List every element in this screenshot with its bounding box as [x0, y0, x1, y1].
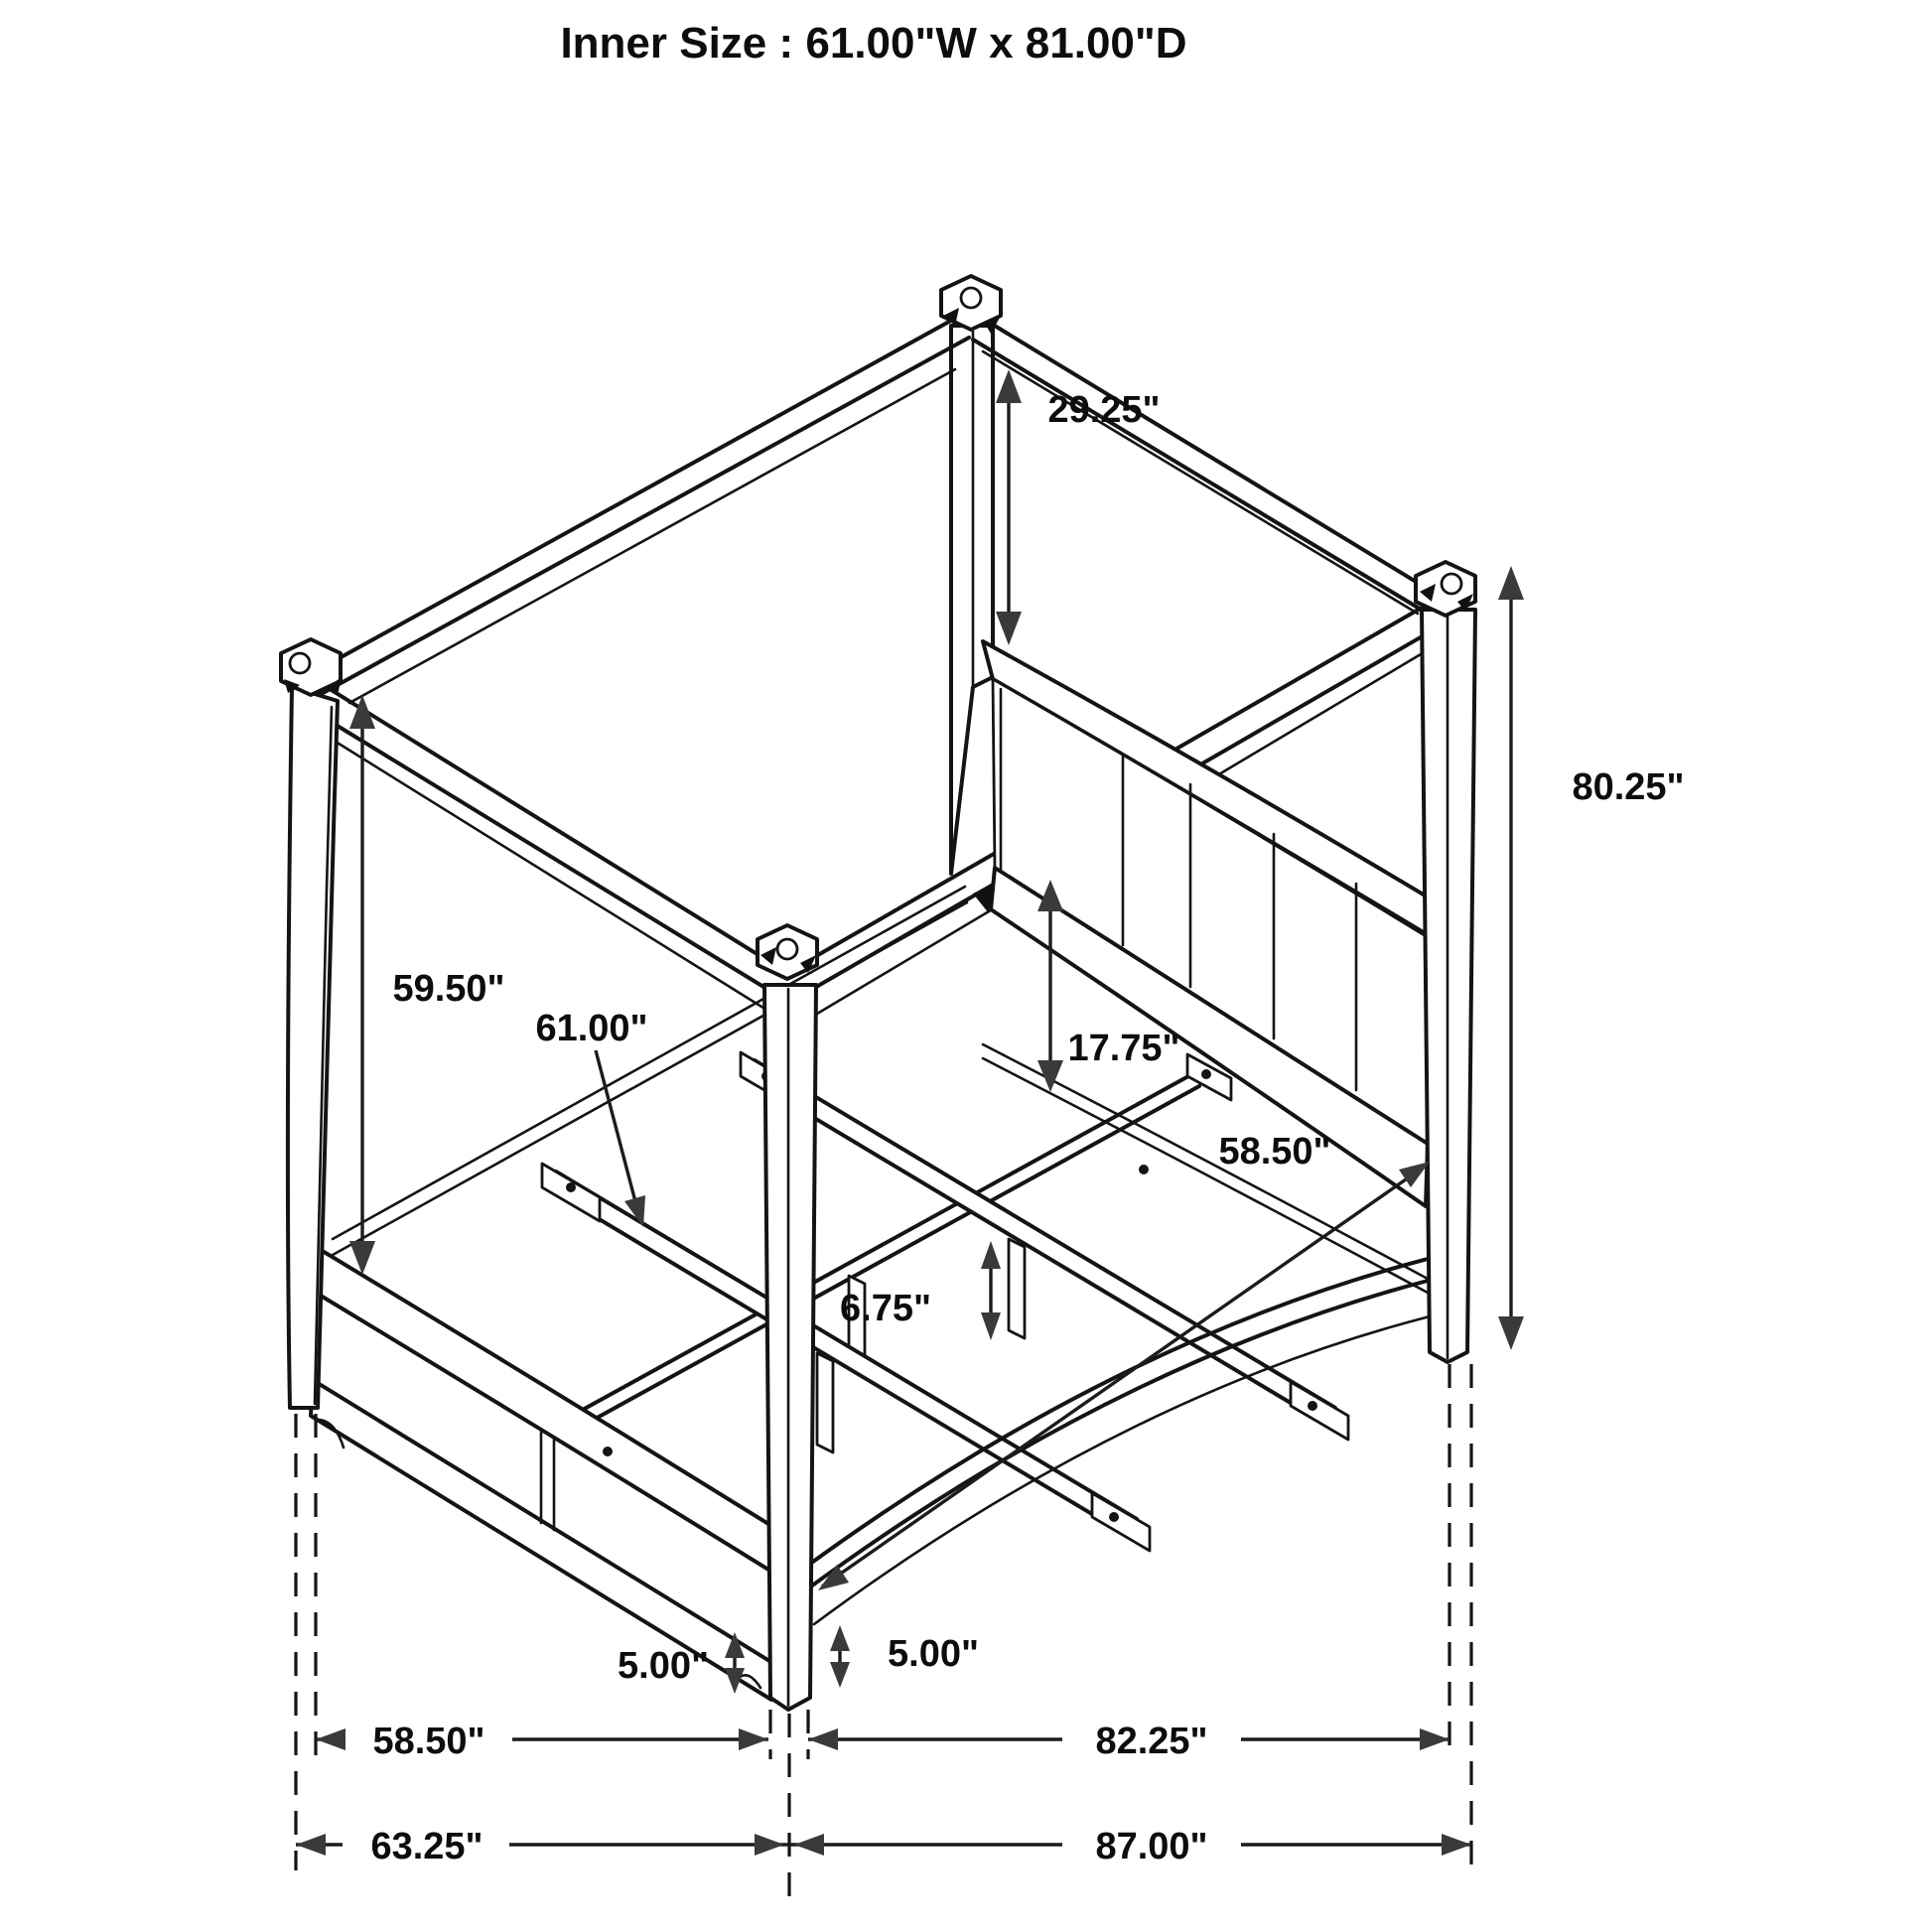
footboard	[311, 1247, 789, 1700]
right-post	[1422, 610, 1475, 1362]
dim-label-slat-support-leg: 6.75"	[840, 1288, 931, 1329]
dim-label-headboard-width: 58.50"	[1218, 1131, 1331, 1173]
dim-label-canopy-to-headboard: 29.25"	[1047, 389, 1161, 431]
dim-label-depth-inner: 82.25"	[1095, 1721, 1208, 1762]
dim-label-width-inner: 58.50"	[372, 1721, 485, 1762]
back-post	[951, 326, 993, 874]
dim-label-overall-height: 80.25"	[1572, 766, 1685, 808]
dim-label-under-canopy-height: 59.50"	[392, 968, 505, 1010]
headboard	[973, 641, 1432, 1293]
bottom-dimension-row-inner	[316, 1716, 1449, 1765]
dim-label-depth-overall: 87.00"	[1095, 1826, 1208, 1867]
front-post	[764, 985, 816, 1710]
dim-label-footboard-leg-height: 5.00"	[618, 1645, 709, 1687]
diagram-title: Inner Size : 61.00"W x 81.00"D	[560, 19, 1187, 68]
dim-label-width-overall: 63.25"	[370, 1826, 483, 1867]
dim-label-front-leg-height: 5.00"	[888, 1633, 979, 1675]
dim-label-inner-slat-width: 61.00"	[535, 1008, 648, 1049]
dim-label-headboard-panel-gap: 17.75"	[1067, 1028, 1180, 1069]
